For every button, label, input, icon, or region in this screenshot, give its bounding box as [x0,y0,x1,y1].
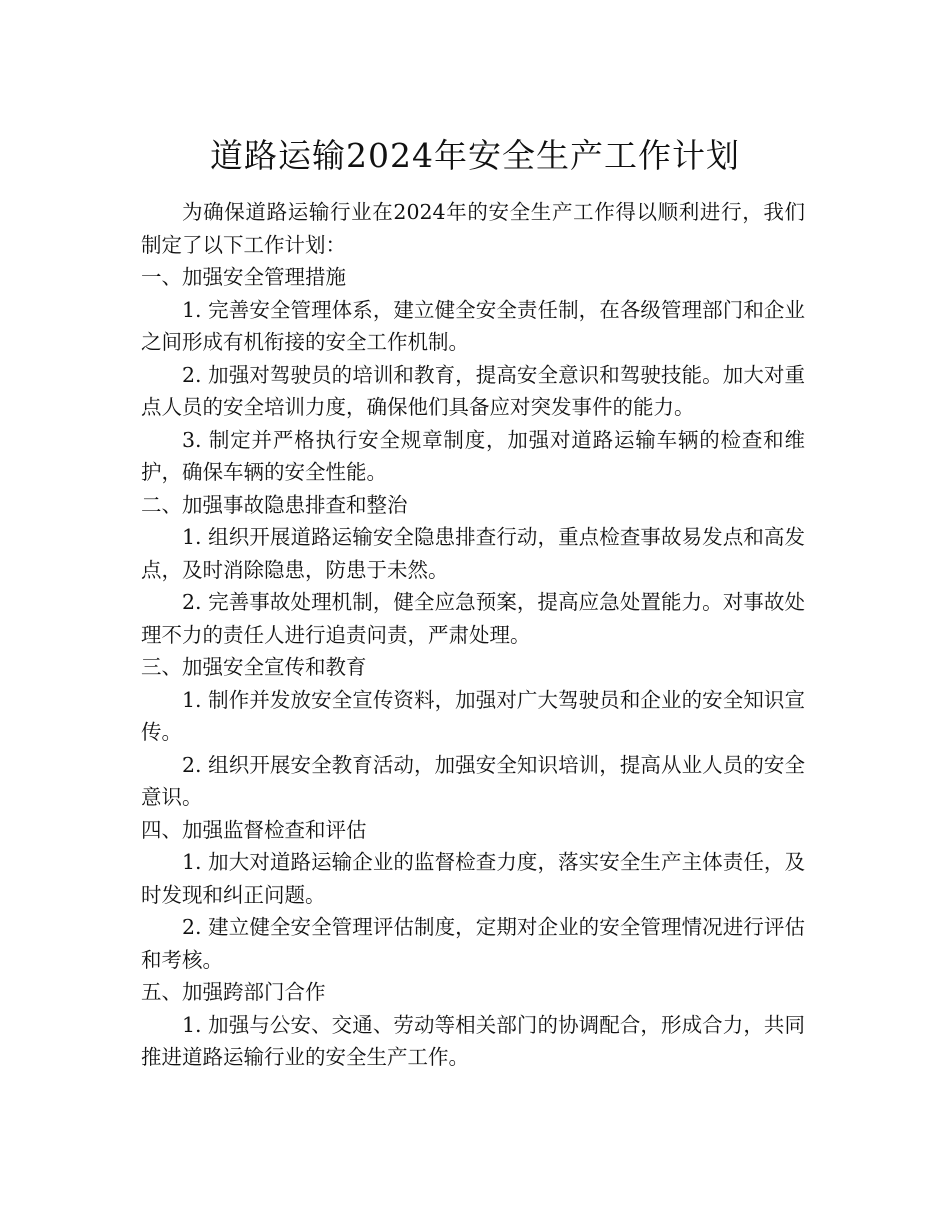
section-4 [141,814,805,977]
section-item: 1. 完善安全管理体系，建立健全安全责任制，在各级管理部门和企业之间形成有机衔接的安全工作机制。 [141,297,805,354]
section-item: 1. 组织开展道路运输安全隐患排查行动，重点检查事故易发点和高发点，及时消除隐患，防患于未然。 [141,525,805,582]
section-item: 2. 组织开展安全教育活动，加强安全知识培训，提高从业人员的安全意识。 [141,752,805,809]
section-3 [141,651,805,814]
section-heading: 一、加强安全管理措施 [141,265,346,289]
document-body [141,196,805,1074]
section-heading: 五、加强跨部门合作 [141,980,326,1004]
intro-paragraph: 为确保道路运输行业在2024年的安全生产工作得以顺利进行，我们制定了以下工作计划： [141,200,805,257]
section-item: 2. 建立健全安全管理评估制度，定期对企业的安全管理情况进行评估和考核。 [141,915,805,972]
section-heading: 四、加强监督检查和评估 [141,817,367,842]
section-item: 1. 加强与公安、交通、劳动等相关部门的协调配合，形成合力，共同推进道路运输行业的安全生产工作。 [141,1012,805,1069]
section-item: 2. 加强对驾驶员的培训和教育，提高安全意识和驾驶技能。加大对重点人员的安全培训力度，确保他们具备应对突发事件的能力。 [141,362,805,419]
section-1 [141,261,805,489]
section-heading: 三、加强安全宣传和教育 [141,655,367,679]
section-item: 3. 制定并严格执行安全规章制度，加强对道路运输车辆的检查和维护，确保车辆的安全性能。 [141,427,805,484]
section-heading: 二、加强事故隐患排查和整治 [141,492,408,517]
section-2 [141,489,805,652]
section-item: 1. 制作并发放安全宣传资料，加强对广大驾驶员和企业的安全知识宣传。 [141,687,805,744]
document-title: 道路运输2024年安全生产工作计划 [210,136,740,175]
section-item: 1. 加大对道路运输企业的监督检查力度，落实安全生产主体责任，及时发现和纠正问题。 [141,850,805,907]
section-5 [141,976,805,1074]
section-item: 2. 完善事故处理机制，健全应急预案，提高应急处置能力。对事故处理不力的责任人进行追责问责，严肃处理。 [141,590,805,647]
